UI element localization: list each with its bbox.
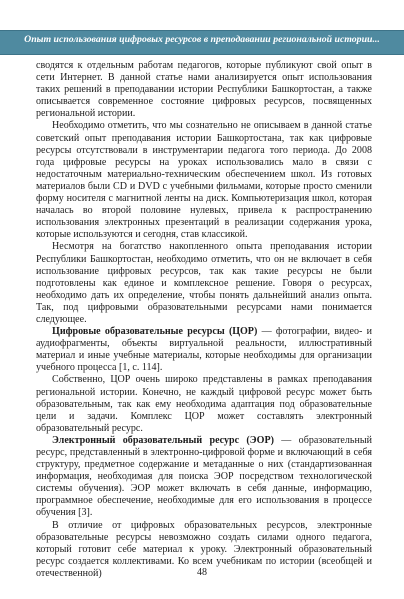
- running-header: [0, 0, 404, 62]
- paragraph-4-definition-cor: [36, 326, 372, 374]
- paragraph-3: Несмотря на богатство накопленного опыта преподавания истории Республики Башкортостан, необходимо отметить, что он не включает в себя использование цифровых ресурсов, так как такие ресурсы не были подготовлены как единое и комплексное решение. Говоря о ресурсах, необходимо дать их определение, чтобы понять дальнейший анализ опыта. Так, под цифровыми образовательными ресурсами нами понимается следующее.: [36, 241, 372, 325]
- page-number: 48: [197, 567, 207, 578]
- page-body: [36, 60, 372, 580]
- paragraph-7: В отличие от цифровых образовательных ресурсов, электронные образовательные ресурсы невозможно создать силами одного педагога, который готовит себе материал к уроку. Электронный образовательный ресурс создается коллективами. Ко всем учебникам по истории (всеобщей и отечественной): [36, 519, 372, 579]
- paragraph-5: Собственно, ЦОР очень широко представлены в рамках преподавания региональной истории. Конечно, не каждый цифровой ресурс может быть образовательным, так как ему необходима адаптация под образовательные цели и задачи. Комплекс ЦОР может составлять электронный образовательный ресурс.: [36, 374, 372, 434]
- running-title: Опыт использования цифровых ресурсов в преподавании региональной истории...: [24, 34, 380, 45]
- definition-eor-text: — образовательный ресурс, представленный в электронно-цифровой форме и включающий в себя структуру, предметное содержание и метаданные о них (стандартизованная информация, необходимая для поиска ЭОР посредством технологической системы обучения). ЭОР может включать в себя данные, информацию, программное обеспечение, необходимые для его использования в процессе обучения [3].: [36, 434, 372, 519]
- paragraph-2: Необходимо отметить, что мы сознательно не описываем в данной статье советский опыт преподавания истории Башкортостана, так как цифровые ресурсы отсутствовали в инструментарии педагога того периода. До 2008 года цифровые ресурсы на уроках использовались мало в связи с недостаточным материально-техническим обеспечением школ. Из готовых материалов были CD и DVD с учебными фильмами, которые просто сменили форму носителя с магнитной ленты на диск. Компьютеризация школ, которая началась во второй половине нулевых, привела к распространению использования электронных презентаций в реализации содержания урока, которые используются и сегодня, став классикой.: [36, 120, 372, 241]
- paragraph-6-definition-eor: [36, 435, 372, 520]
- definition-cor-text: — фотографии, видео- и аудиофрагменты, объекты виртуальной реальности, иллюстративный материал и иные учебные материалы, которые необходимы для организации учебного процесса [1, с. 114].: [36, 326, 373, 374]
- term-cor: Цифровые образовательные ресурсы (ЦОР): [52, 326, 258, 338]
- term-eor: Электронный образовательный ресурс (ЭОР): [52, 434, 274, 446]
- paragraph-1: сводятся к отдельным работам педагогов, которые публикуют свой опыт в сети Интернет. В данной статье нами анализируется опыт использования таких решений в преподавании истории Республики Башкортостан, а также описывается современное состояние цифровых ресурсов, посвященных региональной истории.: [36, 60, 372, 120]
